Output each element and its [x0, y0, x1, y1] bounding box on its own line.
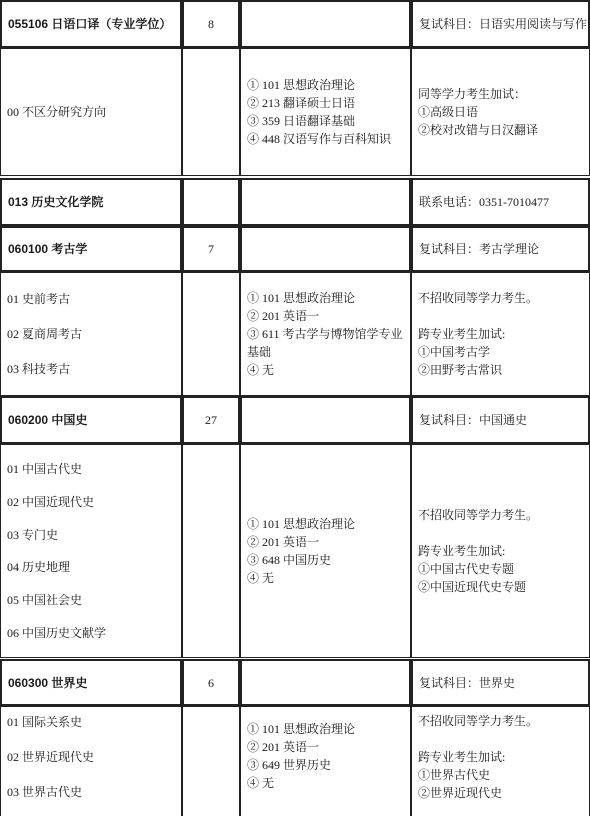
note-item: 不招收同等学力考生。	[418, 291, 539, 305]
program-name: 060200 中国史	[8, 413, 88, 427]
note-item: 跨专业考生加试:	[418, 327, 506, 341]
note-item: 跨专业考生加试:	[418, 544, 506, 558]
note-item: 跨专业考生加试:	[418, 750, 506, 764]
exam-item: ① 101 思想政治理论	[247, 291, 356, 305]
quota-value: 27	[205, 413, 217, 427]
note-item: ①中国考古学	[418, 345, 491, 359]
note-item: 不招收同等学力考生。	[418, 714, 539, 728]
direction-item: 03 科技考古	[7, 362, 71, 377]
program-row-060300	[0, 659, 590, 706]
detail-row-060100	[0, 272, 590, 396]
detail-row-060200	[0, 444, 590, 658]
detail-row-055106	[0, 48, 590, 176]
program-row-060200	[0, 396, 590, 444]
retest-note: 复试科目：世界史	[419, 675, 516, 690]
program-row-060100	[0, 226, 590, 272]
exam-item: ④ 448 汉语写作与百科知识	[247, 132, 392, 146]
exam-item: ③ 648 中国历史	[247, 553, 332, 567]
direction-item: 03 世界古代史	[7, 785, 83, 799]
direction-item: 02 夏商周考古	[7, 326, 83, 341]
exam-item: ② 213 翻译硕士日语	[247, 96, 356, 110]
retest-note: 复试科目：考古学理论	[419, 242, 540, 256]
retest-note: 复试科目：日语实用阅读与写作	[419, 17, 588, 31]
program-name: 060300 世界史	[8, 675, 88, 690]
exam-item: ④ 无	[247, 571, 275, 585]
detail-row-060300	[0, 706, 590, 816]
direction-item: 06 中国历史文献学	[7, 625, 107, 640]
quota-value: 7	[208, 242, 214, 256]
exam-item: ① 101 思想政治理论	[247, 78, 356, 92]
direction-item: 01 史前考古	[7, 291, 71, 306]
direction-item: 02 中国近现代史	[7, 494, 95, 509]
note-item: ②世界近现代史	[418, 786, 503, 800]
note-item: 同等学力考生加试：	[418, 87, 527, 101]
note-item: ②中国近现代史专题	[418, 580, 527, 594]
college-row-013	[0, 178, 590, 226]
exam-item: ③ 359 日语翻译基础	[247, 114, 356, 128]
exam-item: ② 201 英语一	[247, 740, 320, 754]
direction-item: 00 不区分研究方向	[7, 105, 107, 119]
contact-phone: 联系电话：0351-7010477	[419, 195, 549, 209]
quota-value: 8	[208, 17, 214, 31]
note-item: ①中国古代史专题	[418, 562, 515, 576]
note-item: ①世界古代史	[418, 768, 491, 782]
exam-item: ① 101 思想政治理论	[247, 517, 356, 531]
direction-item: 05 中国社会史	[7, 592, 83, 607]
exam-item: ③ 649 世界历史	[247, 758, 332, 772]
note-item: 不招收同等学力考生。	[418, 508, 539, 522]
program-name: 055106 日语口译（专业学位）	[8, 17, 172, 31]
exam-item: ② 201 英语一	[247, 535, 320, 549]
direction-item: 04 历史地理	[7, 560, 71, 575]
direction-item: 01 国际关系史	[7, 715, 83, 729]
direction-item: 02 世界近现代史	[7, 750, 95, 764]
exam-item: ④ 无	[247, 776, 275, 790]
program-name: 060100 考古学	[8, 242, 88, 256]
program-row-055106	[0, 0, 590, 48]
exam-item: ② 201 英语一	[247, 309, 320, 323]
exam-item: ① 101 思想政治理论	[247, 722, 356, 736]
exam-item: ④ 无	[247, 363, 275, 377]
college-name: 013 历史文化学院	[8, 195, 104, 209]
retest-note: 复试科目：中国通史	[419, 413, 528, 427]
quota-value: 6	[208, 675, 214, 690]
note-item: ①高级日语	[418, 105, 479, 119]
direction-item: 03 专门史	[7, 527, 59, 542]
exam-item: ③ 611 考古学与博物馆学专业基础	[247, 327, 403, 359]
direction-item: 01 中国古代史	[7, 462, 83, 477]
note-item: ②田野考古常识	[418, 363, 503, 377]
note-item: ②校对改错与日汉翻译	[418, 123, 539, 137]
